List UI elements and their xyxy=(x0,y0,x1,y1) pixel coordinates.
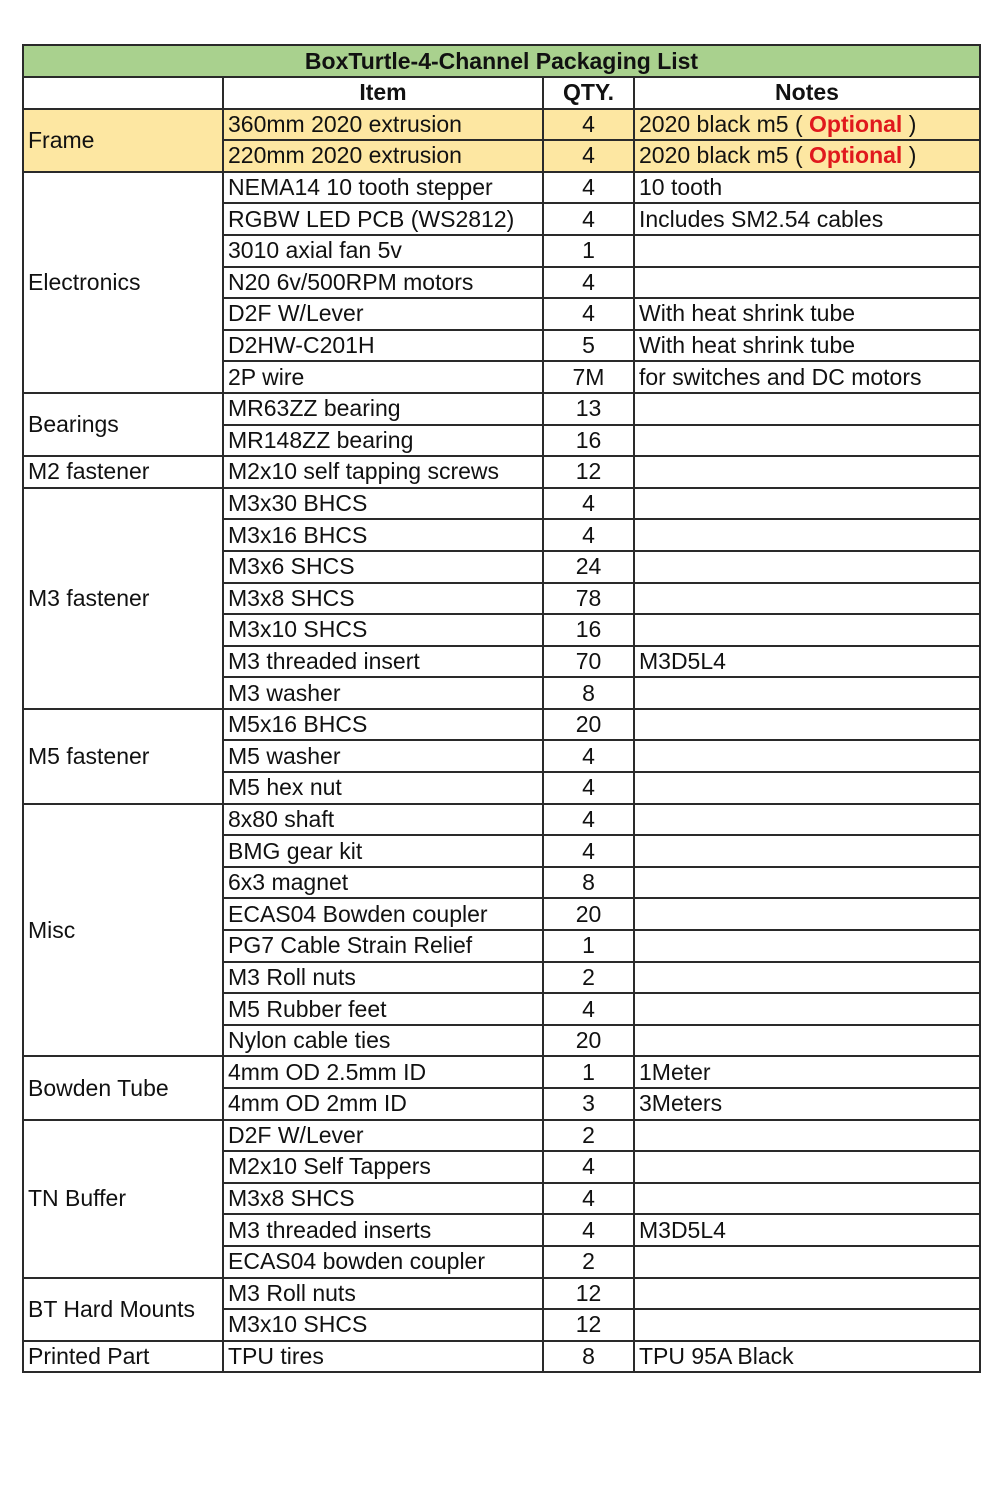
table-row xyxy=(23,1056,980,1088)
qty-cell: 2 xyxy=(543,1246,634,1278)
table-row xyxy=(23,488,980,520)
notes-cell xyxy=(634,1025,980,1057)
table-row xyxy=(23,109,980,141)
note-text: TPU 95A Black xyxy=(639,1343,794,1370)
qty-cell: 13 xyxy=(543,393,634,425)
qty-cell: 20 xyxy=(543,898,634,930)
note-text: 3Meters xyxy=(639,1090,723,1117)
qty-cell: 4 xyxy=(543,1183,634,1215)
item-cell: 4mm OD 2.5mm ID xyxy=(223,1056,543,1088)
qty-cell: 7M xyxy=(543,361,634,393)
header-category xyxy=(23,77,223,109)
category-cell: TN Buffer xyxy=(23,1120,223,1278)
notes-cell xyxy=(634,1214,980,1246)
notes-cell xyxy=(634,393,980,425)
category-cell: M3 fastener xyxy=(23,488,223,709)
category-cell: Bearings xyxy=(23,393,223,456)
item-cell: Nylon cable ties xyxy=(223,1025,543,1057)
item-cell: ECAS04 bowden coupler xyxy=(223,1246,543,1278)
category-cell: M2 fastener xyxy=(23,456,223,488)
notes-cell xyxy=(634,172,980,204)
category-cell: M5 fastener xyxy=(23,709,223,804)
item-cell: M5x16 BHCS xyxy=(223,709,543,741)
qty-cell: 78 xyxy=(543,583,634,615)
notes-cell xyxy=(634,962,980,994)
notes-cell xyxy=(634,614,980,646)
note-end: ) xyxy=(908,110,917,137)
qty-cell: 1 xyxy=(543,1056,634,1088)
item-cell: M2x10 self tapping screws xyxy=(223,456,543,488)
qty-cell: 4 xyxy=(543,298,634,330)
qty-cell: 2 xyxy=(543,962,634,994)
qty-cell: 2 xyxy=(543,1120,634,1152)
item-cell: D2HW-C201H xyxy=(223,330,543,362)
notes-cell xyxy=(634,930,980,962)
notes-cell xyxy=(634,993,980,1025)
table-row xyxy=(23,393,980,425)
qty-cell: 20 xyxy=(543,1025,634,1057)
notes-cell xyxy=(634,425,980,457)
notes-cell xyxy=(634,488,980,520)
notes-cell xyxy=(634,835,980,867)
qty-cell: 4 xyxy=(543,519,634,551)
qty-cell: 8 xyxy=(543,867,634,899)
qty-cell: 70 xyxy=(543,646,634,678)
qty-cell: 5 xyxy=(543,330,634,362)
notes-cell xyxy=(634,1341,980,1373)
notes-cell xyxy=(634,772,980,804)
item-cell: M3x8 SHCS xyxy=(223,583,543,615)
qty-cell: 8 xyxy=(543,1341,634,1373)
qty-cell: 12 xyxy=(543,1309,634,1341)
qty-cell: 12 xyxy=(543,456,634,488)
item-cell: M3x8 SHCS xyxy=(223,1183,543,1215)
table-row xyxy=(23,1120,980,1152)
item-cell: NEMA14 10 tooth stepper xyxy=(223,172,543,204)
qty-cell: 4 xyxy=(543,772,634,804)
note-text: for switches and DC motors xyxy=(639,363,922,390)
item-cell: M3 washer xyxy=(223,677,543,709)
header-row xyxy=(23,77,980,109)
note-text: Includes SM2.54 cables xyxy=(639,205,884,232)
table-row xyxy=(23,1341,980,1373)
notes-cell xyxy=(634,1309,980,1341)
packaging-list-table xyxy=(22,44,981,1373)
item-cell: M3x16 BHCS xyxy=(223,519,543,551)
qty-cell: 4 xyxy=(543,172,634,204)
item-cell: M3x10 SHCS xyxy=(223,614,543,646)
qty-cell: 4 xyxy=(543,804,634,836)
item-cell: 220mm 2020 extrusion xyxy=(223,140,543,172)
notes-cell xyxy=(634,298,980,330)
notes-cell xyxy=(634,583,980,615)
notes-cell xyxy=(634,267,980,299)
notes-cell xyxy=(634,330,980,362)
note-end: ) xyxy=(908,142,917,169)
item-cell: M3x10 SHCS xyxy=(223,1309,543,1341)
note-text: 2020 black m5 ( xyxy=(639,110,803,137)
category-cell: Electronics xyxy=(23,172,223,393)
notes-cell xyxy=(634,1056,980,1088)
item-cell: TPU tires xyxy=(223,1341,543,1373)
item-cell: BMG gear kit xyxy=(223,835,543,867)
item-cell: D2F W/Lever xyxy=(223,1120,543,1152)
note-text: M3D5L4 xyxy=(639,1216,726,1243)
notes-cell xyxy=(634,1183,980,1215)
item-cell: MR63ZZ bearing xyxy=(223,393,543,425)
item-cell: MR148ZZ bearing xyxy=(223,425,543,457)
item-cell: M3 threaded insert xyxy=(223,646,543,678)
note-text: 1Meter xyxy=(639,1058,711,1085)
item-cell: 8x80 shaft xyxy=(223,804,543,836)
item-cell: 3010 axial fan 5v xyxy=(223,235,543,267)
note-text: M3D5L4 xyxy=(639,647,726,674)
table-row xyxy=(23,804,980,836)
qty-cell: 4 xyxy=(543,1214,634,1246)
table-title: BoxTurtle-4-Channel Packaging List xyxy=(23,45,980,77)
qty-cell: 12 xyxy=(543,1278,634,1310)
table-row xyxy=(23,709,980,741)
qty-cell: 4 xyxy=(543,740,634,772)
item-cell: RGBW LED PCB (WS2812) xyxy=(223,203,543,235)
qty-cell: 4 xyxy=(543,488,634,520)
qty-cell: 4 xyxy=(543,109,634,141)
qty-cell: 4 xyxy=(543,203,634,235)
qty-cell: 1 xyxy=(543,235,634,267)
category-cell: Printed Part xyxy=(23,1341,223,1373)
item-cell: M5 Rubber feet xyxy=(223,993,543,1025)
qty-cell: 20 xyxy=(543,709,634,741)
notes-cell xyxy=(634,1278,980,1310)
item-cell: M2x10 Self Tappers xyxy=(223,1151,543,1183)
qty-cell: 4 xyxy=(543,1151,634,1183)
header-notes: Notes xyxy=(634,77,980,109)
item-cell: D2F W/Lever xyxy=(223,298,543,330)
notes-cell xyxy=(634,1246,980,1278)
notes-cell xyxy=(634,677,980,709)
note-text: 10 tooth xyxy=(639,174,723,201)
notes-cell xyxy=(634,898,980,930)
notes-cell xyxy=(634,1088,980,1120)
qty-cell: 4 xyxy=(543,267,634,299)
note-text: With heat shrink tube xyxy=(639,332,856,359)
qty-cell: 4 xyxy=(543,140,634,172)
notes-cell xyxy=(634,203,980,235)
table-body xyxy=(23,109,980,1373)
optional-label: Optional xyxy=(809,142,903,169)
item-cell: M3x30 BHCS xyxy=(223,488,543,520)
qty-cell: 3 xyxy=(543,1088,634,1120)
item-cell: PG7 Cable Strain Relief xyxy=(223,930,543,962)
item-cell: M3 Roll nuts xyxy=(223,1278,543,1310)
item-cell: 2P wire xyxy=(223,361,543,393)
category-cell: BT Hard Mounts xyxy=(23,1278,223,1341)
header-qty: QTY. xyxy=(543,77,634,109)
notes-cell xyxy=(634,519,980,551)
notes-cell xyxy=(634,109,980,141)
qty-cell: 16 xyxy=(543,425,634,457)
category-cell: Bowden Tube xyxy=(23,1056,223,1119)
notes-cell xyxy=(634,804,980,836)
qty-cell: 4 xyxy=(543,993,634,1025)
table-row xyxy=(23,172,980,204)
item-cell: M5 washer xyxy=(223,740,543,772)
table-row xyxy=(23,1278,980,1310)
notes-cell xyxy=(634,235,980,267)
table-row xyxy=(23,456,980,488)
notes-cell xyxy=(634,740,980,772)
notes-cell xyxy=(634,646,980,678)
notes-cell xyxy=(634,361,980,393)
qty-cell: 1 xyxy=(543,930,634,962)
item-cell: N20 6v/500RPM motors xyxy=(223,267,543,299)
notes-cell xyxy=(634,867,980,899)
notes-cell xyxy=(634,140,980,172)
item-cell: M3x6 SHCS xyxy=(223,551,543,583)
notes-cell xyxy=(634,456,980,488)
qty-cell: 8 xyxy=(543,677,634,709)
qty-cell: 4 xyxy=(543,835,634,867)
item-cell: M3 Roll nuts xyxy=(223,962,543,994)
item-cell: 6x3 magnet xyxy=(223,867,543,899)
qty-cell: 24 xyxy=(543,551,634,583)
item-cell: 360mm 2020 extrusion xyxy=(223,109,543,141)
header-item: Item xyxy=(223,77,543,109)
category-cell: Frame xyxy=(23,109,223,172)
item-cell: M5 hex nut xyxy=(223,772,543,804)
note-text: With heat shrink tube xyxy=(639,300,856,327)
category-cell: Misc xyxy=(23,804,223,1057)
notes-cell xyxy=(634,1151,980,1183)
notes-cell xyxy=(634,1120,980,1152)
notes-cell xyxy=(634,709,980,741)
optional-label: Optional xyxy=(809,110,903,137)
note-text: 2020 black m5 ( xyxy=(639,142,803,169)
item-cell: 4mm OD 2mm ID xyxy=(223,1088,543,1120)
title-row xyxy=(23,45,980,77)
notes-cell xyxy=(634,551,980,583)
item-cell: M3 threaded inserts xyxy=(223,1214,543,1246)
qty-cell: 16 xyxy=(543,614,634,646)
item-cell: ECAS04 Bowden coupler xyxy=(223,898,543,930)
